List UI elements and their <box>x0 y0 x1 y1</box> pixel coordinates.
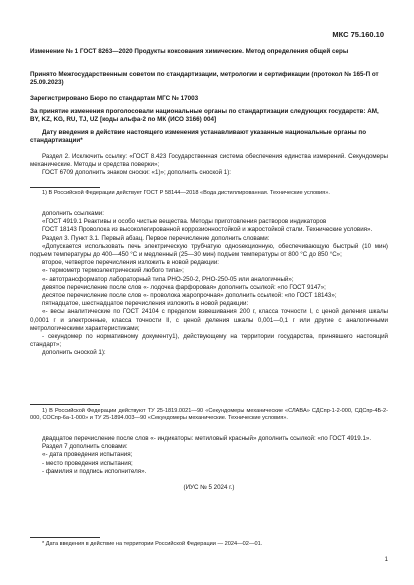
footnote-rule-3 <box>30 537 100 538</box>
section-3-para-9: «- весы аналитические по ГОСТ 24104 с пределом взвешивания 200 г, класса точности I, с ценой деления шкалы 0,0001 г и электронные, класса точности II, с ценой деления шкалы 0,001—0,1 г или другие с аналогичными метрологическими характеристиками; <box>30 308 388 332</box>
section-3-para-5: «- автотрансформатор лабораторный типа РНО-250-2, РНО-250-05 или аналогичный»; <box>42 275 294 283</box>
ius-reference: (ИУС № 5 2024 г.) <box>183 484 235 492</box>
effective-date-note: Дату введения в действие настоящего изменения устанавливают указанные национальные органы по стандартизации* <box>30 129 367 145</box>
section-3-para-8: пятнадцатое, шестнадцатое перечисления изложить в новой редакции: <box>42 300 249 308</box>
reference-18143: ГОСТ 18143 Проволока из высоколегированной коррозионностойкой и жаростойкой стали. Технические условия». <box>42 226 373 234</box>
section-7-para-2: «- дата проведения испытания; <box>42 451 133 459</box>
mks-code: МКС 75.160.10 <box>332 30 384 39</box>
section-3-para-7: десятое перечисление после слов «- проволока жаропрочная» дополнить ссылкой: «по ГОСТ 18143»; <box>42 292 337 300</box>
section-3-para-2: «Допускается использовать печь электрическую трубчатую однosекционную, обеспечивающую быстрый (10 мин) подъем температуры до 400—450 °С и медленный (25—30 мин) подъем температуры от 800 °С до 850 °С»; <box>30 242 388 259</box>
section-2-para-2: ГОСТ 6709 дополнить знаком сноски: «1)»; дополнить сноской 1): <box>42 169 232 177</box>
page-number: 1 <box>384 557 388 563</box>
date-footnote-text: * Дата введения в действие на территории Российской Федерации — 2024—02—01. <box>42 541 263 547</box>
footnote-rule-2 <box>30 404 100 405</box>
footnote-1-text: 1) В Российской Федерации действует ГОСТ Р 58144—2018 «Вода дистиллированная. Технические условия». <box>42 190 330 196</box>
section-7-para-4: - фамилия и подпись исполнителя». <box>42 467 147 475</box>
footnote-1 <box>30 190 388 197</box>
date-footnote <box>30 541 388 548</box>
section-3-para-1: Раздел 3. Пункт 3.1. Первый абзац. Первое перечисление дополнить словами: <box>42 234 270 242</box>
voted-states: За принятие изменения проголосовали национальные органы по стандартизации следующих государств: AM, BY, KZ, KG, RU, TJ, UZ [коды альфа-2 по МК (ИСО 3166) 004] <box>30 108 379 124</box>
section-3-para-12: двадцатое перечисление после слов «- индикаторы: метиловый красный» дополнить ссылкой: «по ГОСТ 4919.1». <box>42 435 372 442</box>
section-3-para-11: дополнить сноской 1): <box>42 349 106 357</box>
section-3-para-6: девятое перечисление после слов «- лодочка фарфоровая» дополнить ссылкой: «по ГОСТ 9147»; <box>42 283 326 291</box>
adopted-by: Принято Межгосударственным советом по стандартизации, метрологии и сертификации (протокол № 165-П от 25.09.2023) <box>30 71 379 87</box>
amendment-title: Изменение № 1 ГОСТ 8263—2020 Продукты коксования химические. Метод определения общей серы <box>30 48 349 55</box>
reference-4919: «ГОСТ 4919.1 Реактивы и особо чистые вещества. Методы приготовления растворов индикаторов <box>42 218 327 226</box>
references-block <box>30 210 388 358</box>
registration: Зарегистрировано Бюро по стандартам МГС № 17003 <box>30 95 199 102</box>
add-references: дополнить ссылками: <box>42 210 104 217</box>
section-2 <box>30 153 388 178</box>
section-3-para-4: «- термометр термоэлектрический любого типа»; <box>42 267 184 275</box>
section-2-para-1: Раздел 2. Исключить ссылку: «ГОСТ 8.423 Государственная система обеспечения единства измерений. Секундомеры механические. Методы и средства поверки»; <box>30 153 388 169</box>
section-7-para-1: Раздел 7 дополнить словами: <box>42 443 128 451</box>
footnote-2-text: 1) В Российской Федерации действуют ТУ 25-1819.0021—90 «Секундомеры механические «СЛАВА» СДСпр-1-2-000, СДСпр-4Б-2-000, СОСпр-6а-1-000» и ТУ 25-1894.003—90 «Секундомеры механические. Технические условия». <box>30 408 388 422</box>
section-7 <box>30 435 388 492</box>
section-3-para-10: - секундомер по нормативному документу1), действующему на территории государства, принявшего настоящий стандарт»; <box>30 333 388 349</box>
section-7-para-3: - место проведения испытания; <box>42 459 133 467</box>
section-3-para-3: второе, четвертое перечисления изложить в новой редакции: <box>42 259 220 267</box>
footnote-rule <box>30 187 100 188</box>
footnote-2 <box>30 408 388 422</box>
